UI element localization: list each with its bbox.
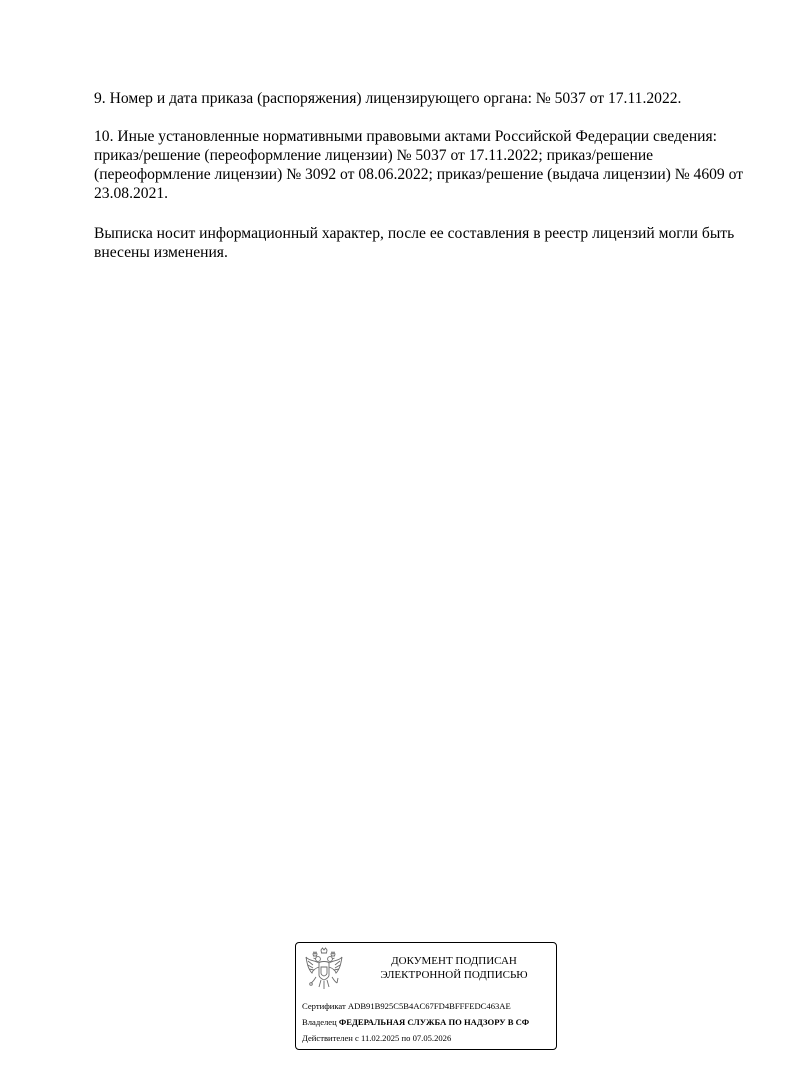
- russian-coat-of-arms-icon: [304, 947, 344, 993]
- owner-value: ФЕДЕРАЛЬНАЯ СЛУЖБА ПО НАДЗОРУ В СФ: [338, 1017, 530, 1027]
- valid-to: 07.05.2026: [412, 1033, 452, 1043]
- owner-line: [302, 1017, 529, 1028]
- disclaimer-line-2: внесены изменения.: [94, 244, 228, 261]
- valid-label: Действителен с: [302, 1033, 359, 1043]
- certificate-line: [302, 1001, 511, 1012]
- other-info-line-3: (переоформление лицензии) № 3092 от 08.06.2022; приказ/решение (выдача лицензии) № 4609 от: [94, 166, 744, 183]
- stamp-heading-line-2: ЭЛЕКТРОННОЙ ПОДПИСЬЮ: [380, 969, 528, 981]
- order-number-paragraph: [94, 89, 774, 108]
- other-info-line-4: 23.08.2021.: [94, 185, 169, 202]
- valid-from: 11.02.2025: [361, 1033, 400, 1043]
- electronic-signature-stamp: [295, 942, 557, 1050]
- other-info-line-2: приказ/решение (переоформление лицензии) № 5037 от 17.11.2022; приказ/решение: [94, 147, 654, 164]
- order-number-text: 9. Номер и дата приказа (распоряжения) лицензирующего органа: № 5037 от 17.11.2022.: [94, 90, 682, 107]
- validity-line: [302, 1033, 451, 1044]
- certificate-label: Сертификат: [302, 1001, 346, 1011]
- other-info-paragraph: [94, 127, 774, 203]
- disclaimer-paragraph: [94, 224, 774, 262]
- disclaimer-line-1: Выписка носит информационный характер, после ее составления в реестр лицензий могли быть: [94, 225, 735, 242]
- stamp-heading-line-1: ДОКУМЕНТ ПОДПИСАН: [391, 955, 517, 967]
- stamp-heading: [356, 954, 552, 982]
- valid-to-label: по: [401, 1033, 411, 1043]
- owner-label: Владелец: [302, 1017, 337, 1027]
- other-info-line-1: 10. Иные установленные нормативными правовыми актами Российской Федерации сведения:: [94, 128, 718, 145]
- certificate-value: ADB91B925C5B4AC67FD4BFFFEDC463AE: [347, 1001, 511, 1011]
